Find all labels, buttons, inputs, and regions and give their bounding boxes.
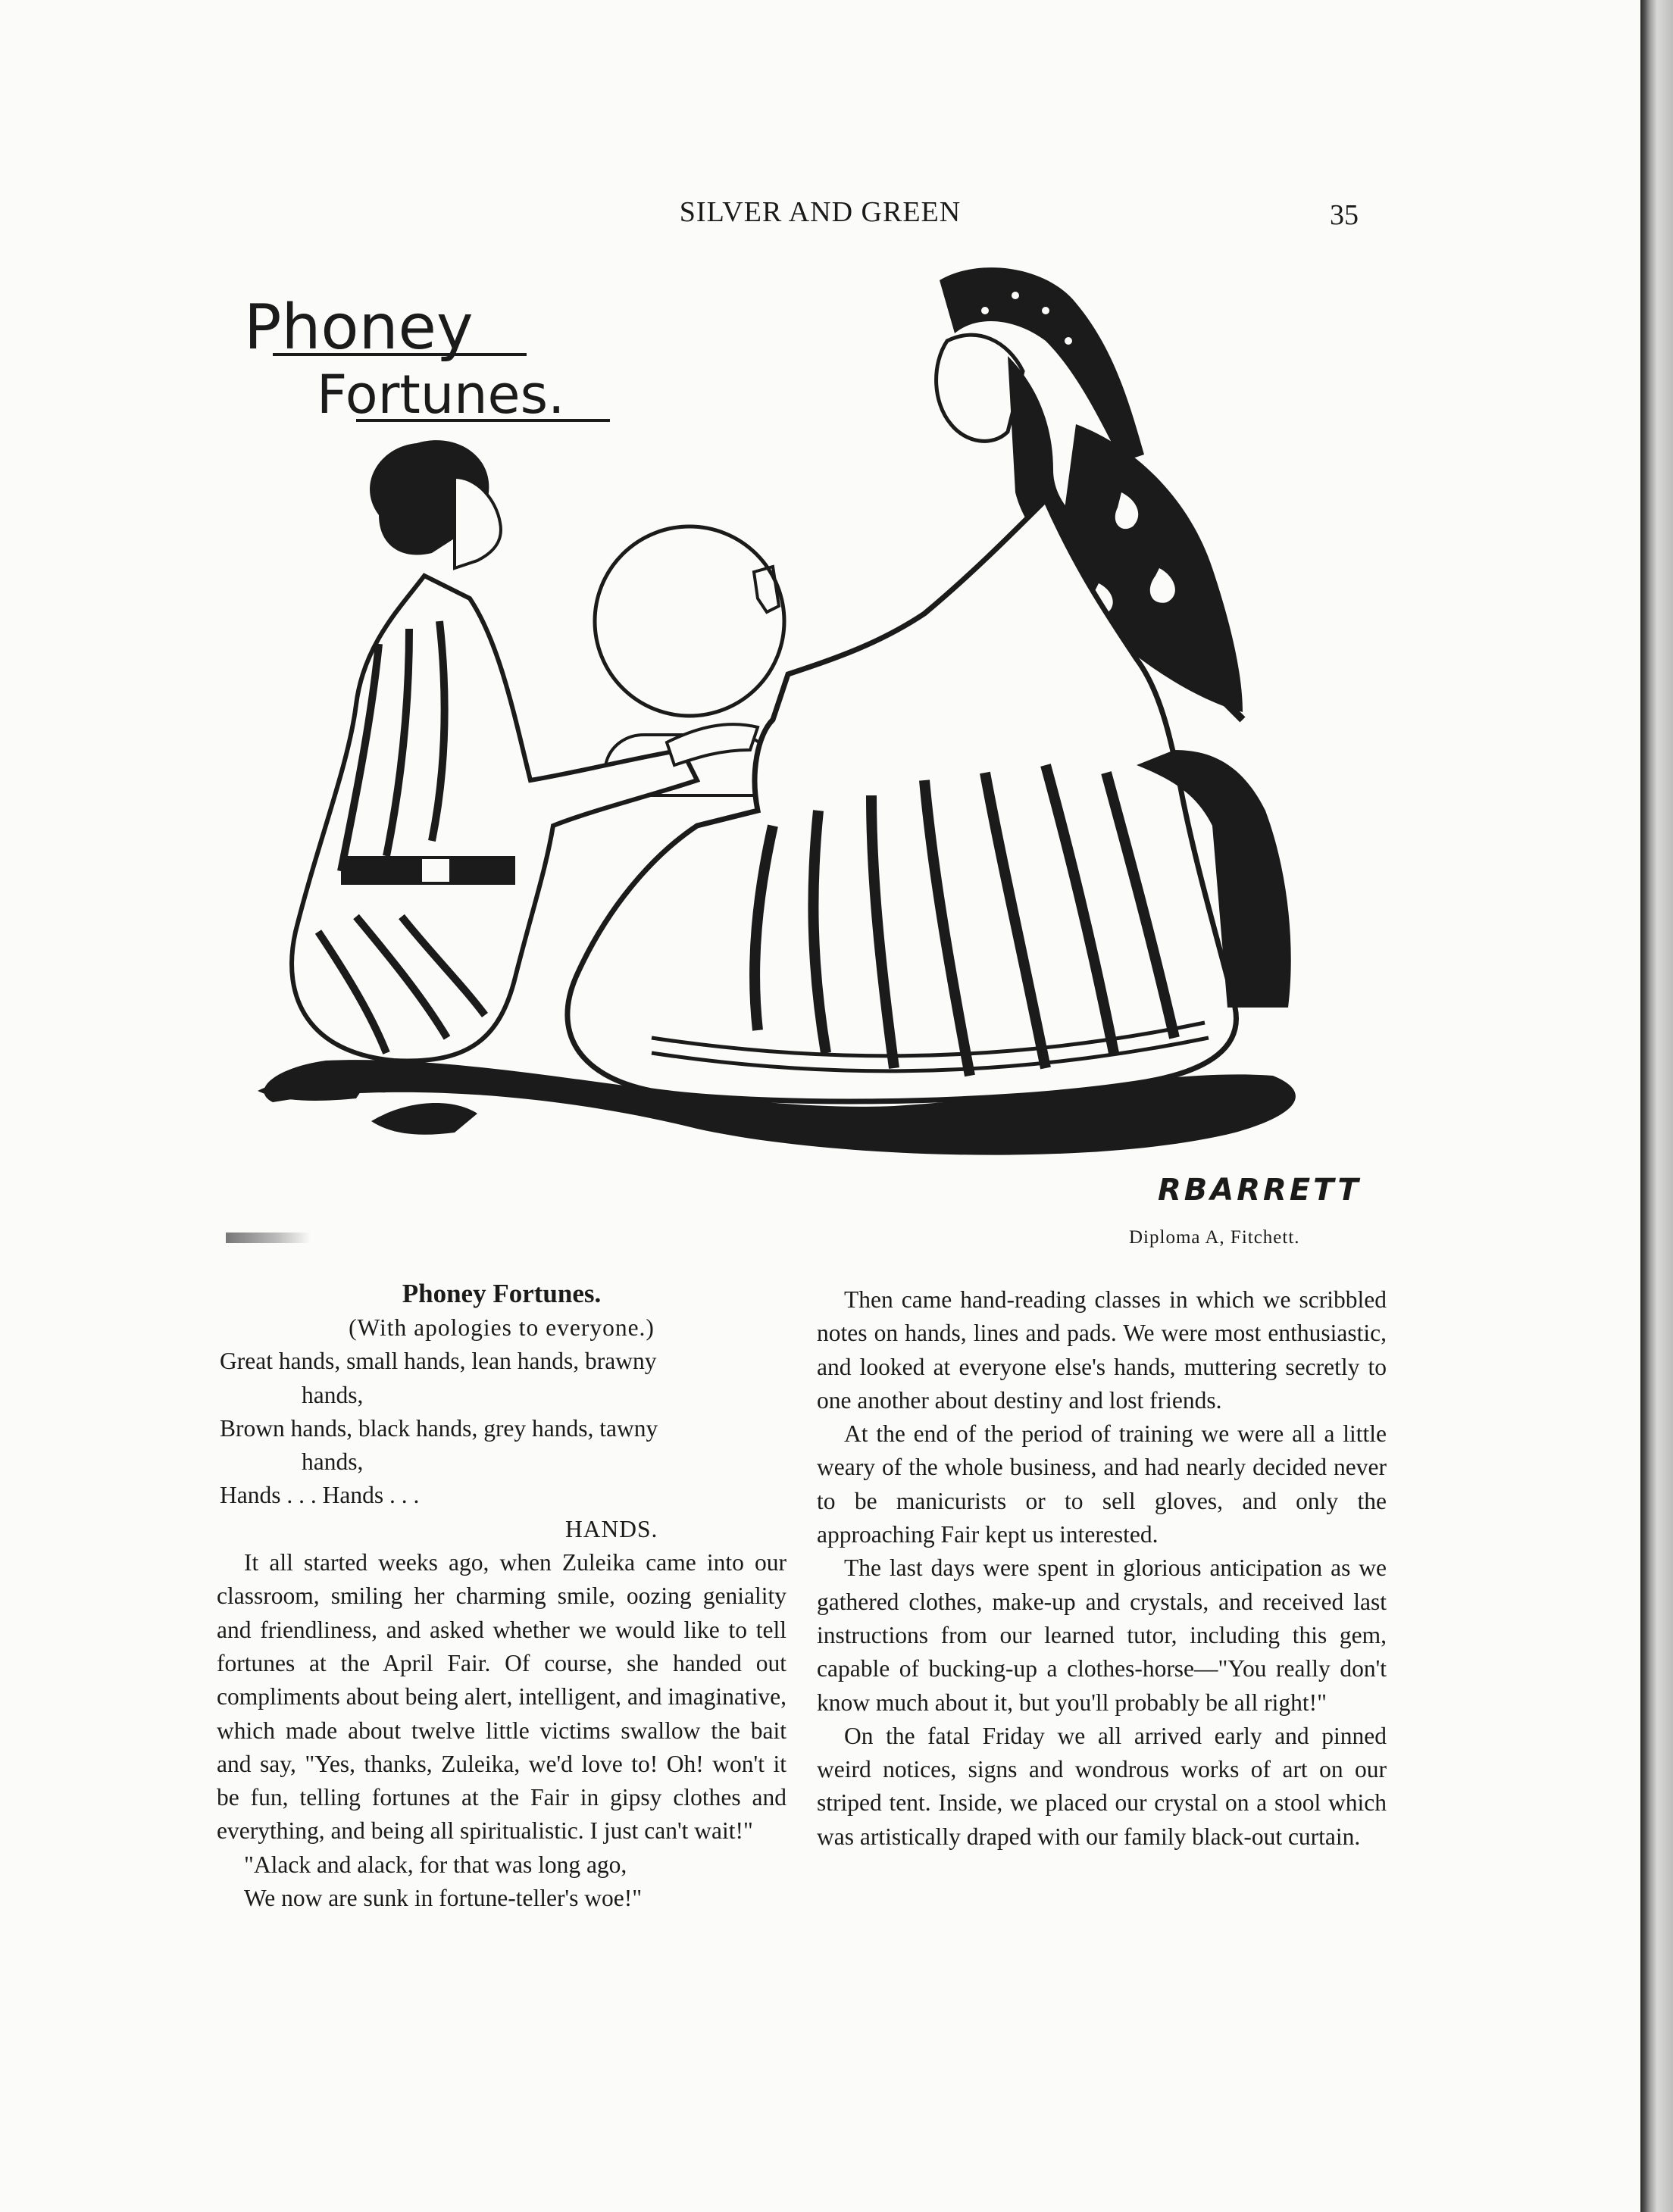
- paragraph: On the fatal Friday we all arrived early and pinned weird notices, signs and wondrous works of art on our striped tent. Inside, we placed our crystal on a stool which was artistically draped with our family black-out curtain.: [817, 1722, 1387, 1850]
- verse-line: Great hands, small hands, lean hands, brawny: [220, 1348, 657, 1375]
- quote-line: We now are sunk in fortune-teller's woe!": [244, 1885, 643, 1912]
- verse-line-cont: hands,: [302, 1448, 364, 1476]
- running-title: SILVER AND GREEN: [679, 196, 962, 228]
- article-subtitle: (With apologies to everyone.): [349, 1314, 655, 1341]
- paragraph: At the end of the period of training we were all a little weary of the whole business, and had nearly decided never to be manicurists or to sell gloves, and only the approaching Fair kept us interested.: [817, 1420, 1387, 1548]
- handwritten-title: [244, 292, 610, 426]
- fortune-teller-illustration: [227, 250, 1409, 1227]
- artist-signature: RBARRETT: [1158, 1173, 1362, 1208]
- verse-heading: HANDS.: [565, 1515, 658, 1542]
- page-number: 35: [1330, 199, 1359, 231]
- paragraph: The last days were spent in glorious anticipation as we gathered clothes, make-up and crystals, and received last instructions from our learned tutor, including this gem, capable of bucking-up a clothes-horse—"You really don't know much about it, but you'll probably be all right!": [817, 1554, 1387, 1716]
- article-title: Phoney Fortunes.: [402, 1279, 602, 1308]
- paragraph: Then came hand-reading classes in which we scribbled notes on hands, lines and pads. We were most enthusiastic, and looked at everyone else's hands, muttering secretly to one another about destiny and lost friends.: [817, 1286, 1387, 1414]
- page-binding-edge: [1640, 0, 1673, 2212]
- verse-line-cont: hands,: [302, 1381, 364, 1408]
- paragraph: It all started weeks ago, when Zuleika came into our classroom, smiling her charming smile, oozing geniality and friendliness, and asked whether we would like to tell fortunes at the April Fair. Of course, she handed out compliments about being alert, intelligent, and imaginative, which made about twelve little victims swallow the bait and say, "Yes, thanks, Zuleika, we'd love to! Oh! won't it be fun, telling fortunes at the Fair in gipsy clothes and everything, and being all spiritualistic. I just can't wait!": [217, 1549, 786, 1845]
- quote-line: "Alack and alack, for that was long ago,: [244, 1851, 627, 1878]
- right-column: [817, 1283, 1387, 1854]
- verse-line: Brown hands, black hands, grey hands, tawny: [220, 1414, 658, 1442]
- left-column: [217, 1276, 786, 1915]
- handwritten-title-line1: Phoney: [244, 292, 474, 364]
- illustration-credit: Diploma A, Fitchett.: [1129, 1227, 1300, 1248]
- ink-smudge: [226, 1233, 311, 1243]
- handwritten-title-line2: Fortunes.: [317, 364, 565, 426]
- verse-line: Hands . . . Hands . . .: [220, 1482, 420, 1509]
